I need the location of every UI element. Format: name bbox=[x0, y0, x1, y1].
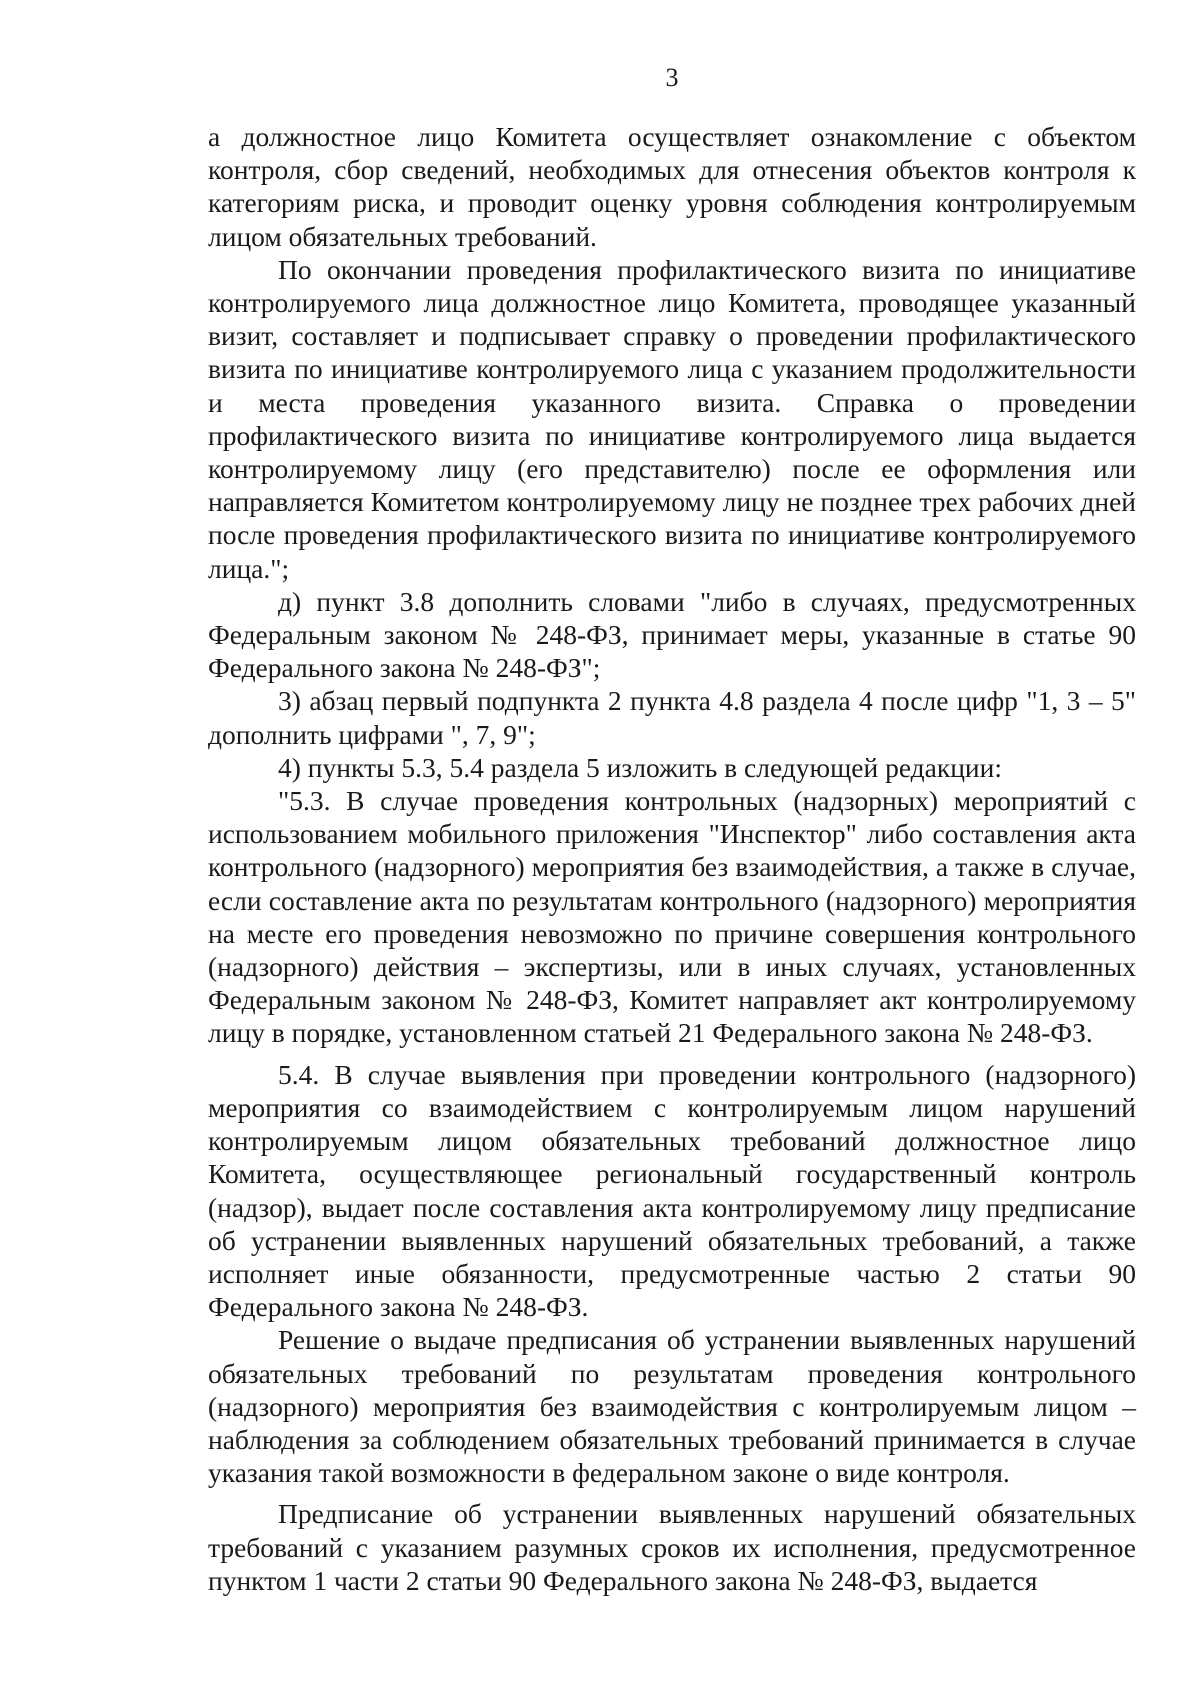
paragraph-inspection-continuation: а должностное лицо Комитета осуществляет ознакомление с объектом контроля, сбор сведений, необходимых для отнесения объектов контроля к категориям риска, и проводит оценку уровня соблюдения контролируемым лицом обязательных требований. bbox=[208, 121, 1136, 252]
document-page bbox=[208, 62, 1136, 1597]
paragraph-clause-5-4: 5.4. В случае выявления при проведении контрольного (надзорного) мероприятия со взаимодействием с контролируемым лицом нарушений контролируемым лицом обязательных требований должностное лицо Комитета, осуществляющее региональный государственный контроль (надзор), выдает после составления акта контролируемому лицу предписание об устранении выявленных нарушений обязательных требований, а также исполняет иные обязанности, предусмотренные частью 2 статьи 90 Федерального закона № 248-ФЗ. bbox=[208, 1058, 1136, 1323]
paragraph-clause-5-3: "5.3. В случае проведения контрольных (надзорных) мероприятий с использованием мобильного приложения "Инспектор" либо составления акта контрольного (надзорного) мероприятия без взаимодействия, а также в случае, если составление акта по результатам контрольного (надзорного) мероприятия на месте его проведения невозможно по причине совершения контрольного (надзорного) действия – экспертизы, или в иных случаях, установленных Федеральным законом № 248-ФЗ, Комитет направляет акт контролируемому лицу в порядке, установленном статьей 21 Федерального закона № 248-ФЗ. bbox=[208, 785, 1136, 1049]
paragraph-item-d: д) пункт 3.8 дополнить словами "либо в случаях, предусмотренных Федеральным законом № 248-ФЗ, принимает меры, указанные в статье 90 Федерального закона № 248-ФЗ"; bbox=[208, 585, 1136, 684]
page-number: 3 bbox=[665, 63, 679, 92]
paragraph-order-issuance: Предписание об устранении выявленных нарушений обязательных требований с указанием разумных сроков их исполнения, предусмотренное пунктом 1 части 2 статьи 90 Федерального закона № 248-ФЗ, выдается bbox=[208, 1498, 1136, 1596]
document-body bbox=[208, 120, 1136, 1597]
paragraph-item-3: 3) абзац первый подпункта 2 пункта 4.8 раздела 4 после цифр "1, 3 – 5" дополнить цифрами ", 7, 9"; bbox=[208, 685, 1136, 750]
paragraph-visit-certificate: По окончании проведения профилактического визита по инициативе контролируемого лица должностное лицо Комитета, проводящее указанный визит, составляет и подписывает справку о проведении профилактического визита по инициативе контролируемого лица с указанием продолжительности и места проведения указанного визита. Справка о проведении профилактического визита по инициативе контролируемого лица выдается контролируемому лицу (его представителю) после ее оформления или направляется Комитетом контролируемому лицу не позднее трех рабочих дней после проведения профилактического визита по инициативе контролируемого лица."; bbox=[208, 253, 1136, 584]
paragraph-order-decision: Решение о выдаче предписания об устранении выявленных нарушений обязательных требований по результатам проведения контрольного (надзорного) мероприятия без взаимодействия с контролируемым лицом – наблюдения за соблюдением обязательных требований принимается в случае указания такой возможности в федеральном законе о виде контроля. bbox=[208, 1324, 1136, 1489]
paragraph-item-4: 4) пункты 5.3, 5.4 раздела 5 изложить в следующей редакции: bbox=[278, 751, 1003, 783]
